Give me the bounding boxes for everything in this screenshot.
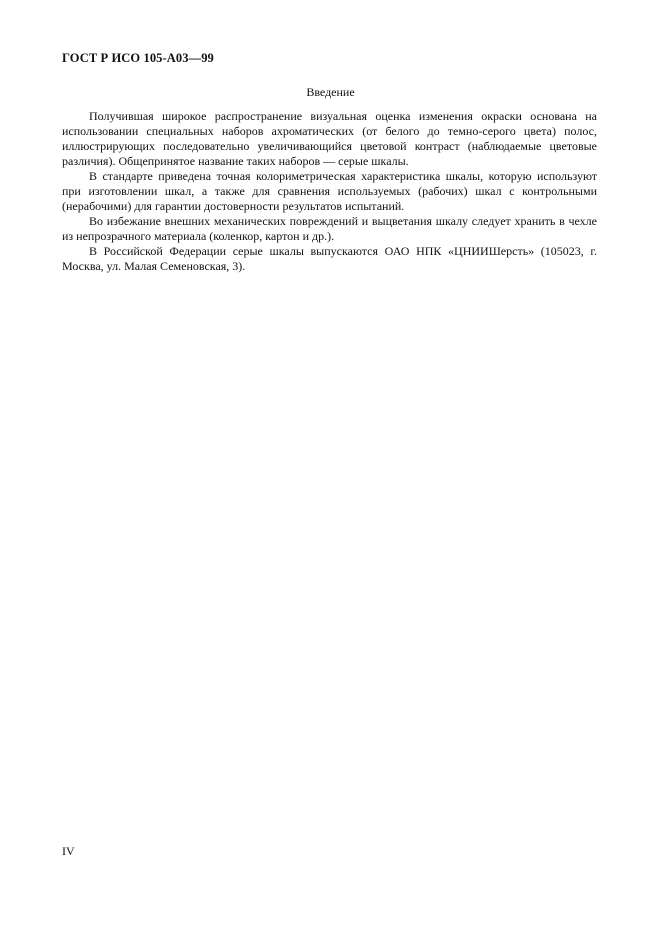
document-header: ГОСТ Р ИСО 105-А03—99 — [62, 51, 214, 65]
paragraph-3: Во избежание внешних механических повреждений и выцветания шкалу следует хранить в чехле из непрозрачного материала (коленкор, картон и др.). — [62, 214, 597, 243]
page-number: IV — [62, 844, 75, 858]
paragraph-1: Получившая широкое распространение визуальная оценка изменения окраски основана на использовании специальных наборов ахроматических (от белого до темно-серого цвета) полос, иллюстрирующих последовательно увеличивающийся цветовой контраст (наблюдаемые цветовые различия). Общепринятое название таких наборов — серые шкалы. — [62, 109, 597, 168]
paragraph-2: В стандарте приведена точная колориметрическая характеристика шкалы, которую используют при изготовлении шкал, а также для сравнения используемых (рабочих) шкал с контрольными (нерабочими) для гарантии достоверности результатов испытаний. — [62, 169, 597, 213]
body-text — [62, 109, 597, 274]
paragraph-4: В Российской Федерации серые шкалы выпускаются ОАО НПК «ЦНИИШерсть» (105023, г. Москва, ул. Малая Семеновская, 3). — [62, 244, 597, 273]
section-title: Введение — [306, 85, 355, 99]
